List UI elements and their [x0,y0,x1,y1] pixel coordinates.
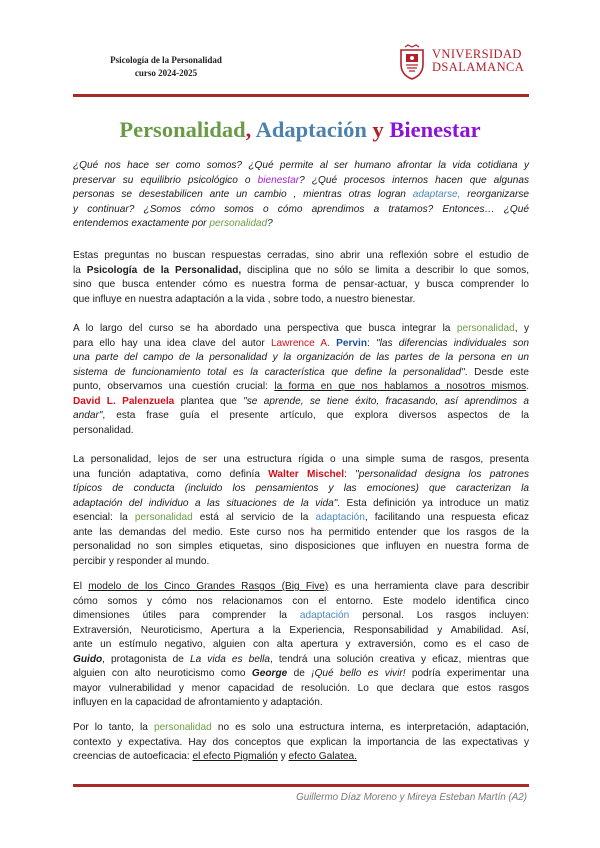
bottom-divider [73,784,529,787]
text-line: El modelo de los Cinco Grandes Rasgos (Big Five) es una herramienta clave para describir [73,581,529,592]
text-line: una parte del campo de la personalidad y la organización de las partes de la persona en un [73,352,529,363]
author-pervin-first: Lawrence A. [270,337,337,349]
discipline-name: Psicología de la Personalidad, [86,264,242,276]
paragraph-4 [73,580,529,711]
galatea-link[interactable]: efecto Galatea. [288,751,357,762]
university-seal-icon [398,44,426,80]
text-line: personas se desestabilicen ante un cambio , mientras otras logran adaptarse, reorganizarse [73,189,529,200]
text-line: David L. Palenzuela plantea que "se aprende, se tiene éxito, fracasando, así aprendimos a [73,395,530,407]
character-guido: Guido [73,653,103,665]
title-adaptacion: Adaptación [255,117,367,142]
film-title: La vida es bella [189,653,270,665]
keyword-personalidad: personalidad [153,722,212,733]
keyword-bienestar: bienestar [257,174,300,186]
text-line: para ello hay una idea clave del autor Lawrence A. Pervin: "las diferencias individuales son [73,337,530,349]
text-line: percibir y responder al mundo. [73,555,210,567]
text-line: punto, observamos una cuestión crucial: la forma en que nos hablamos a nosotros mismos. [73,381,529,392]
author-palenzuela: David L. Palenzuela [73,395,175,407]
keyword-adaptarse: adaptarse, [412,189,461,200]
quote-mischel: "personalidad designa los patrones [355,468,529,480]
text-line: que influye en nuestra adaptación a la vida , sobre todo, a nuestro bienestar. [73,293,416,305]
text-line: preservar su equilibrio psicológico o bienestar? ¿Qué procesos internos hacen que algunas [73,174,529,186]
text-line: contexto y expectativa. Hay dos conceptos que explican la importancia de las expectativas y [73,736,529,748]
paragraph-1 [73,249,529,307]
text-line: personalidad. [73,424,134,436]
top-divider [73,94,529,97]
title-and: y [366,117,390,142]
text-line: Estas preguntas no buscan respuestas cerradas, sino abrir una reflexión sobre el estudio de [73,250,529,261]
text-line: una función adaptativa, como definía Walter Mischel: "personalidad designa los patrones [73,468,529,480]
text-line: Extraversión, Neuroticismo, Apertura a la Experiencia, Responsabilidad y Amabilidad. Así, [73,624,529,636]
keyword-adaptacion: adaptación [299,610,350,621]
text-line: entendemos exactamente por personalidad? [73,218,273,229]
text-line: cómo somos y cómo nos relacionamos con el entorno. Este modelo identifica cinco [73,595,529,607]
text-line: Guido, protagonista de La vida es bella, tendrá una solución creativa y eficaz, mientras que [73,653,529,665]
university-name: VNIVERSIDAD DSALAMANCA [432,47,525,74]
film-title: ¡Qué bello es vivir! [311,668,406,679]
intro-questions [73,159,529,232]
text-line: creencias de autoeficacia: el efecto Pigmalión y efecto Galatea. [73,751,357,762]
text-line: Por lo tanto, la personalidad no es solo una estructura interna, es interpretación, adaptación, [73,722,529,733]
keyword-adaptacion: adaptación [315,512,365,523]
text-line: adaptación del individuo a las situaciones de la vida". Esta definición ya introduce un matiz [73,497,529,509]
footer-authors: Guillermo Díaz Moreno y Mireya Esteban Martín (A2) [296,792,527,803]
text-line: A lo largo del curso se ha abordado una perspectiva que busca integrar la personalidad, y [73,323,530,334]
text-line: alguien con alto neuroticismo como George de ¡Qué bello es vivir! podría experimentar una [73,668,530,679]
author-pervin: Pervin [336,337,367,349]
title-personalidad: Personalidad [119,117,246,142]
keyword-personalidad: personalidad [209,218,268,229]
big-five-link: modelo de los Cinco Grandes Rasgos (Big Five) [88,581,329,592]
text-line: ¿Qué nos hace ser como somos? ¿Qué permite al ser humano afrontar la vida cotidiana y [73,160,529,171]
keyword-personalidad: personalidad [134,512,193,523]
title-bienestar: Bienestar [389,117,481,142]
quote-pervin: "las diferencias individuales son [376,337,530,349]
pigmalion-link[interactable]: el efecto Pigmalión [192,751,278,762]
article-title [0,116,600,144]
author-mischel: Walter Mischel [268,468,345,480]
paragraph-2 [73,322,529,438]
text-line: ante un estímulo negativo, alguien con alta apertura y extraversión, como es el caso de [73,639,529,650]
text-line: influyen en la capacidad de afrontamiento y adaptación. [73,697,323,708]
keyword-personalidad: personalidad [456,323,515,334]
course-name: Psicología de la Personalidad [110,55,222,65]
text-line: La personalidad, lejos de ser una estructura rígida o una simple suma de rasgos, presenta [73,454,529,465]
text-line: andar", esta frase guía el presente artículo, que explora diversos aspectos de la [73,410,529,421]
course-header [86,54,246,80]
text-line: ante las demandas del medio. Este curso nos ha permitido entender que los rasgos de la [73,526,529,538]
text-line: dimensiones útiles para comprender la adaptación personal. Los rasgos incluyen: [73,610,529,621]
paragraph-5 [73,721,529,765]
text-line: esencial: la personalidad está al servicio de la adaptación, facilitando una respuesta eficaz [73,512,529,523]
course-year: curso 2024-2025 [134,68,198,78]
text-line: personalidad no son simples etiquetas, sino disposiciones que influyen en nuestra forma de [73,541,529,552]
paragraph-3 [73,453,529,569]
text-line: y continuar? ¿Somos cómo somos o cómo aprendimos a tratamos? Entonces… ¿Qué [73,203,529,215]
text-line: sino que busca entender cómo es nuestra forma de pensar-actuar, y busca comprender lo [73,279,529,290]
text-line: la Psicología de la Personalidad, disciplina que no sólo se limita a describir lo que somos, [73,264,529,276]
quote-palenzuela: "se aprende, se tiene éxito, fracasando, así aprendimos a [243,395,530,407]
text-line: sistema de funcionamiento total es la característica que define la personalidad". Desde este [73,366,529,378]
title-comma: , [245,117,256,142]
key-idea-underline: la forma en que nos hablamos a nosotros mismos [274,381,527,392]
text-line: mayor vulnerabilidad y menor capacidad de resolución. Lo que declara que estos rasgos [73,682,529,694]
character-george: George [251,668,288,679]
university-logo [398,44,528,84]
text-line: típicos de conducta (incluido los pensamientos y las emociones) que caracterizan la [73,483,529,494]
